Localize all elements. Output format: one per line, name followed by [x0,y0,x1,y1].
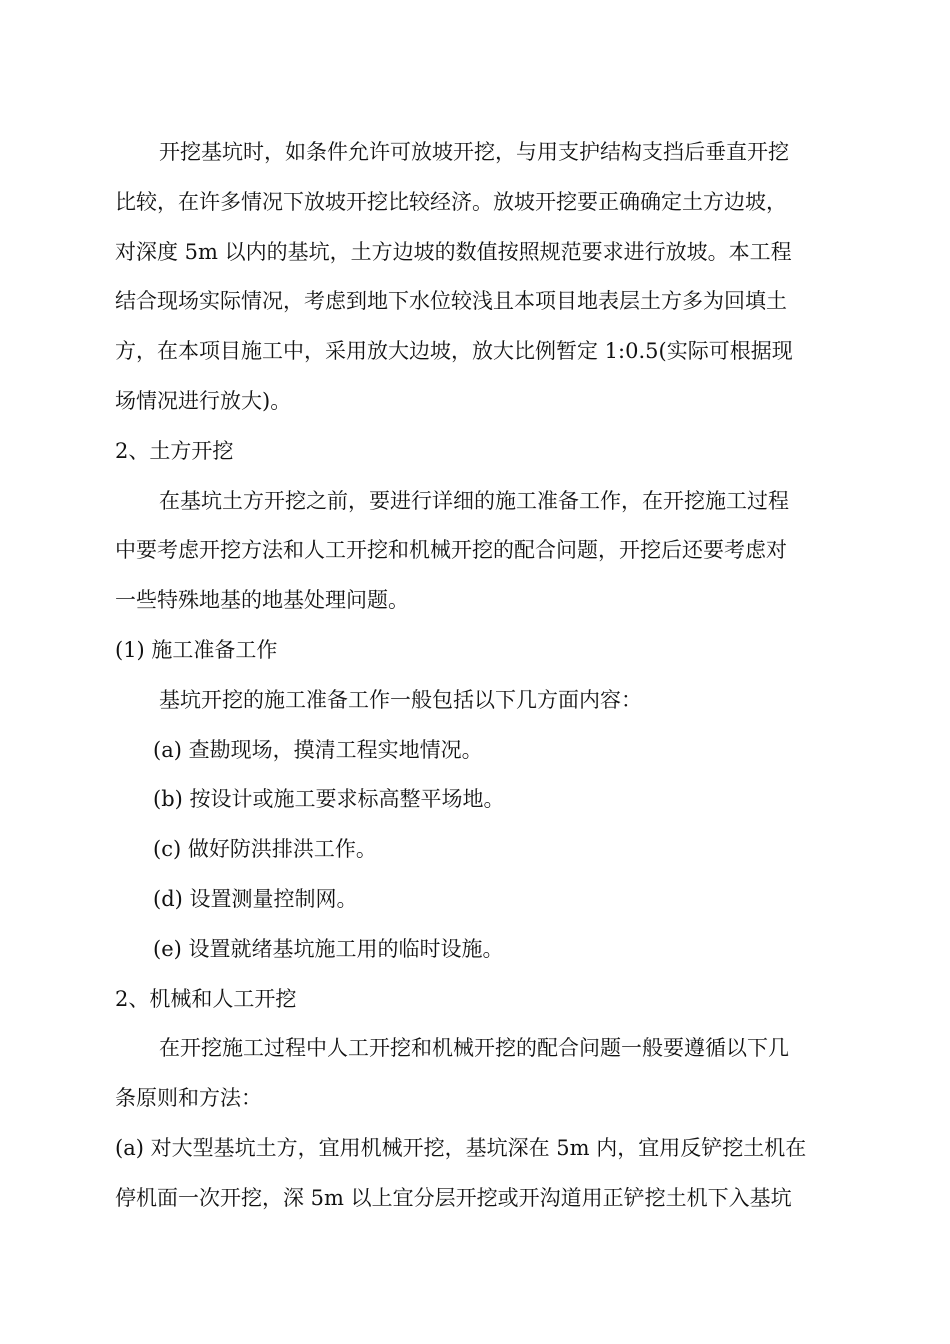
paragraph-line: 条原则和方法： [115,1086,262,1111]
subsection-heading: (1) 施工准备工作 [115,637,278,662]
paragraph-line: 结合现场实际情况，考虑到地下水位较浅且本项目地表层土方多为回填土 [115,289,787,314]
paragraph-line: 在开挖施工过程中人工开挖和机械开挖的配合问题一般要遵循以下几 [159,1036,789,1061]
section-heading: 2、土方开挖 [115,438,234,463]
list-item: (c) 做好防洪排洪工作。 [153,837,377,862]
paragraph-line: 比较，在许多情况下放坡开挖比较经济。放坡开挖要正确确定土方边坡， [115,189,787,214]
paragraph-line: 在基坑土方开挖之前，要进行详细的施工准备工作，在开挖施工过程 [159,488,789,513]
paragraph-line: 基坑开挖的施工准备工作一般包括以下几方面内容： [159,687,642,712]
section-heading: 2、机械和人工开挖 [115,986,297,1011]
list-item: (e) 设置就绪基坑施工用的临时设施。 [153,936,504,961]
list-item: (d) 设置测量控制网。 [153,886,358,911]
list-item: (a) 查勘现场，摸清工程实地情况。 [153,737,483,762]
paragraph-line: 停机面一次开挖，深 5m 以上宜分层开挖或开沟道用正铲挖土机下入基坑 [115,1185,792,1210]
paragraph-line: 场情况进行放大)。 [115,388,292,413]
paragraph-line: 一些特殊地基的地基处理问题。 [115,588,409,613]
paragraph-line: (a) 对大型基坑土方，宜用机械开挖，基坑深在 5m 内，宜用反铲挖土机在 [115,1135,807,1160]
paragraph-line: 开挖基坑时，如条件允许可放坡开挖，与用支护结构支挡后垂直开挖 [159,140,789,164]
document-body [115,128,835,1224]
paragraph-line: 中要考虑开挖方法和人工开挖和机械开挖的配合问题，开挖后还要考虑对 [115,538,787,563]
paragraph-line: 方，在本项目施工中，采用放大边坡，放大比例暂定 1:0.5(实际可根据现 [115,339,793,364]
list-item: (b) 按设计或施工要求标高整平场地。 [153,787,505,812]
paragraph-line: 对深度 5m 以内的基坑，土方边坡的数值按照规范要求进行放坡。本工程 [115,239,792,264]
